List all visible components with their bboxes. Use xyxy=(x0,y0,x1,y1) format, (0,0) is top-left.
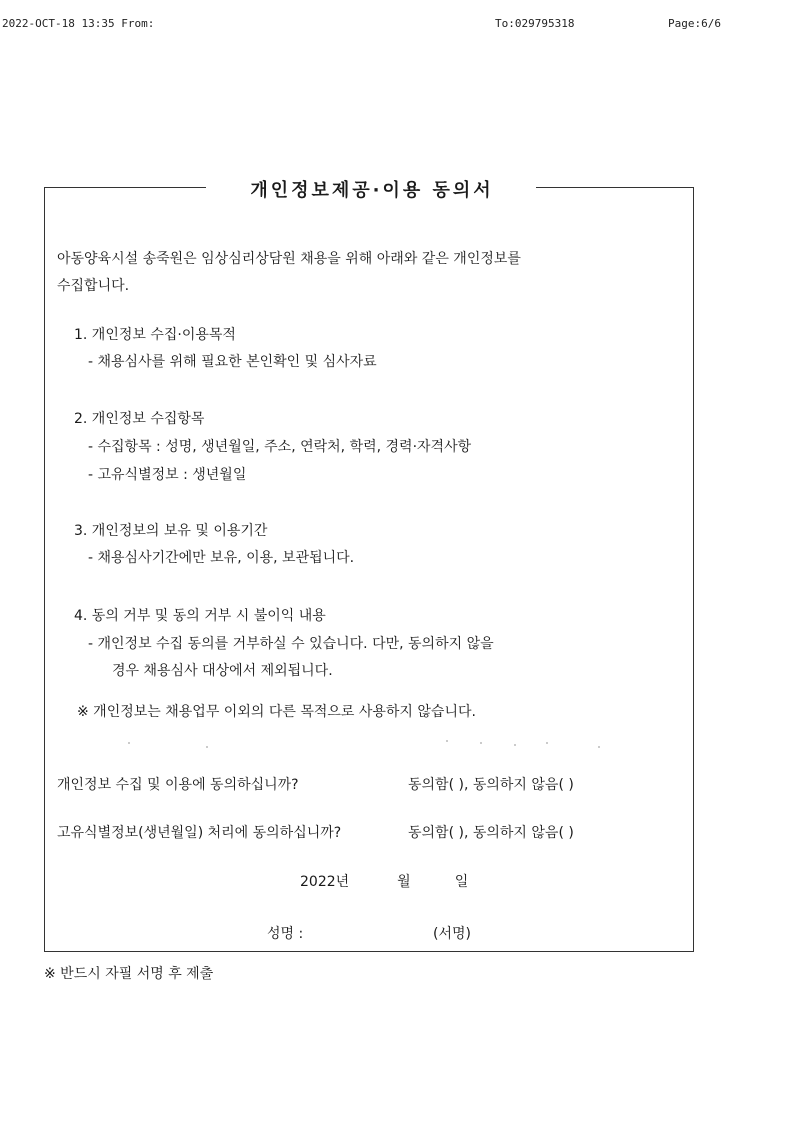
signature-name-label[interactable]: 성명 : xyxy=(267,926,304,942)
section-4-item-1: - 개인정보 수집 동의를 거부하실 수 있습니다. 다만, 동의하지 않을 xyxy=(88,636,494,652)
fax-page-number: Page:6/6 xyxy=(668,17,721,30)
date-day[interactable]: 일 xyxy=(454,874,469,890)
section-3-item-1: - 채용심사기간에만 보유, 이용, 보관됩니다. xyxy=(88,550,355,566)
intro-line-2: 수집합니다. xyxy=(57,278,130,294)
scan-noise xyxy=(120,740,620,752)
form-title: 개인정보제공·이용 동의서 xyxy=(250,180,494,201)
date-month[interactable]: 월 xyxy=(397,874,411,890)
consent-options-1[interactable]: 동의함( ), 동의하지 않음( ) xyxy=(408,777,574,793)
section-4-item-1-continued: 경우 채용심사 대상에서 제외됩니다. xyxy=(112,663,333,679)
consent-question-2: 고유식별정보(생년월일) 처리에 동의하십니까? xyxy=(57,825,342,841)
signature-mark[interactable]: (서명) xyxy=(433,926,471,942)
section-2-title: 2. 개인정보 수집항목 xyxy=(74,411,205,427)
date-year: 2022년 xyxy=(300,874,350,890)
fax-header xyxy=(0,17,794,33)
section-4-title: 4. 동의 거부 및 동의 거부 시 불이익 내용 xyxy=(74,608,326,624)
section-1-title: 1. 개인정보 수집·이용목적 xyxy=(74,327,236,343)
handwritten-signature-note: ※ 반드시 자필 서명 후 제출 xyxy=(44,966,214,982)
section-3-title: 3. 개인정보의 보유 및 이용기간 xyxy=(74,523,268,539)
intro-line-1: 아동양육시설 송죽원은 임상심리상담원 채용을 위해 아래와 같은 개인정보를 xyxy=(57,251,521,267)
section-1-item-1: - 채용심사를 위해 필요한 본인확인 및 심사자료 xyxy=(88,354,377,370)
fax-recipient: To:029795318 xyxy=(495,17,575,30)
consent-options-2[interactable]: 동의함( ), 동의하지 않음( ) xyxy=(408,825,574,841)
purpose-notice: ※ 개인정보는 채용업무 이외의 다른 목적으로 사용하지 않습니다. xyxy=(77,704,476,720)
section-2-item-1: - 수집항목 : 성명, 생년월일, 주소, 연락처, 학력, 경력·자격사항 xyxy=(88,439,472,455)
fax-datetime: 2022-OCT-18 13:35 From: xyxy=(2,17,155,30)
form-date xyxy=(300,872,468,892)
section-2-item-2: - 고유식별정보 : 생년월일 xyxy=(88,467,247,483)
consent-question-1: 개인정보 수집 및 이용에 동의하십니까? xyxy=(57,777,299,793)
